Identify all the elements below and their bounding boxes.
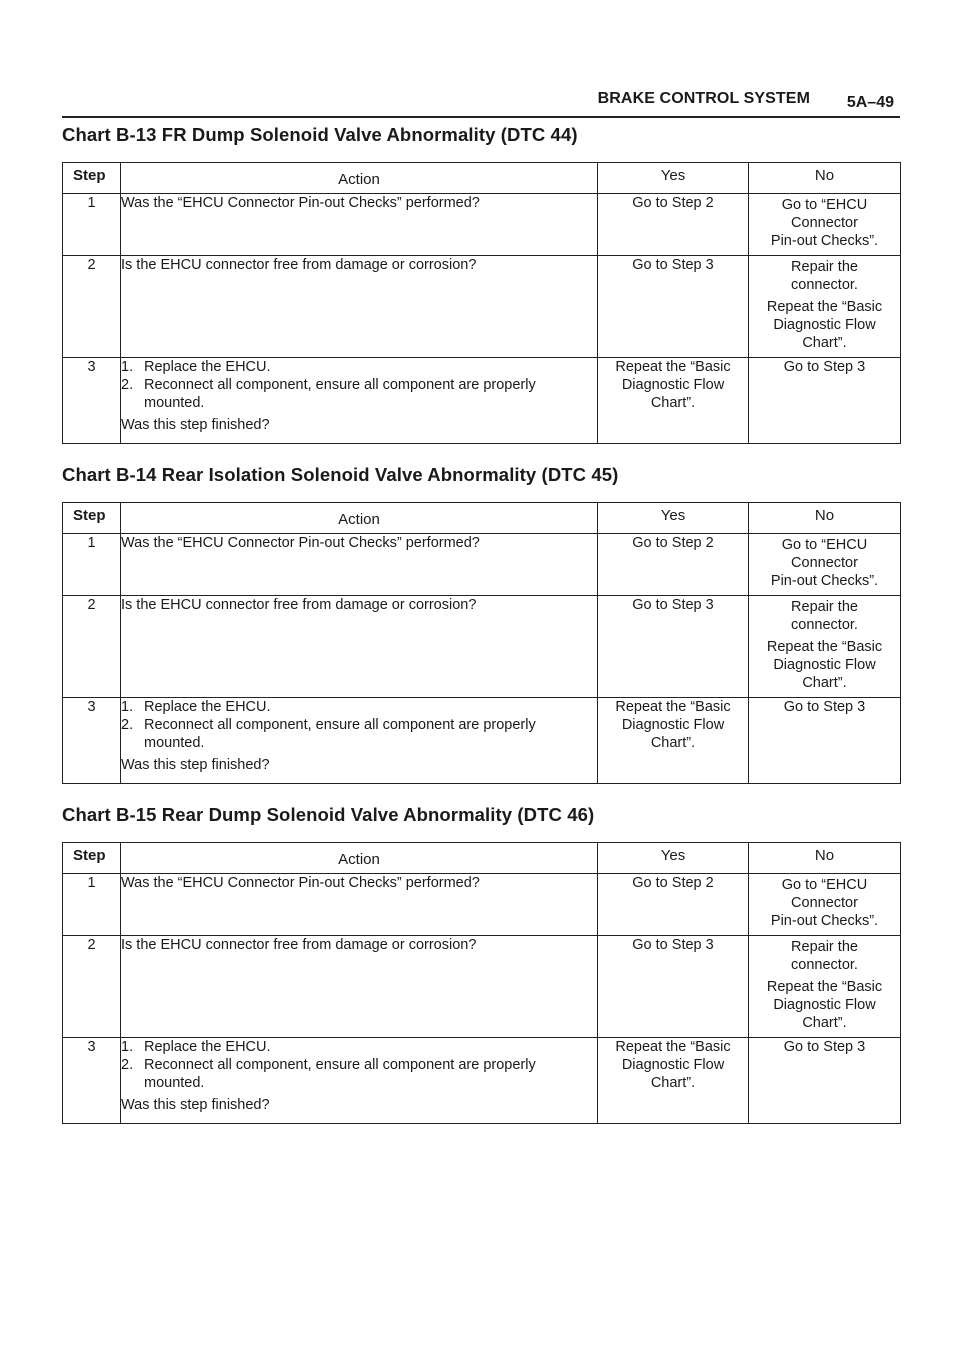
- no-result: Go to Step 3: [749, 698, 901, 784]
- question-text: Was this step finished?: [121, 1097, 270, 1113]
- no-result: Go to Step 3: [749, 1038, 901, 1124]
- action-text: Is the EHCU connector free from damage or corrosion?: [121, 596, 598, 698]
- step-number: 1: [63, 534, 121, 596]
- step-number: 3: [63, 358, 121, 444]
- no-result: Go to Step 3: [749, 358, 901, 444]
- action-text: [121, 698, 598, 784]
- step-number: 3: [63, 1038, 121, 1124]
- step-number: 2: [63, 256, 121, 358]
- action-column-header: Action: [121, 843, 598, 874]
- step-number: 3: [63, 698, 121, 784]
- yes-result: Go to Step 2: [598, 194, 749, 256]
- table-header-row: [63, 503, 901, 534]
- chart-title: Chart B-14 Rear Isolation Solenoid Valve Abnormality (DTC 45): [62, 464, 619, 485]
- step-column-header: Step: [63, 503, 121, 534]
- list-item: 1. Replace the EHCU.: [121, 699, 271, 715]
- yes-result: Go to Step 3: [598, 936, 749, 1038]
- no-column-header: No: [749, 163, 901, 194]
- no-result: Repair the connector. Repeat the “Basic Diagnostic Flow Chart”.: [749, 256, 901, 358]
- yes-result: Go to Step 3: [598, 596, 749, 698]
- action-column-header: Action: [121, 503, 598, 534]
- no-result: Go to “EHCU Connector Pin-out Checks”.: [749, 534, 901, 596]
- diagnostic-table: [62, 502, 901, 784]
- table-row: [63, 936, 901, 1038]
- table-header-row: [63, 163, 901, 194]
- yes-column-header: Yes: [598, 843, 749, 874]
- yes-column-header: Yes: [598, 163, 749, 194]
- table-row: [63, 698, 901, 784]
- step-number: 2: [63, 596, 121, 698]
- yes-result: Repeat the “Basic Diagnostic Flow Chart”.: [598, 358, 749, 444]
- step-number: 2: [63, 936, 121, 1038]
- action-text: [121, 1038, 598, 1124]
- list-item: 2. Reconnect all component, ensure all component are properly mounted.: [121, 377, 536, 411]
- no-result: Go to “EHCU Connector Pin-out Checks”.: [749, 874, 901, 936]
- yes-column-header: Yes: [598, 503, 749, 534]
- action-text: [121, 358, 598, 444]
- no-result: Repair the connector. Repeat the “Basic Diagnostic Flow Chart”.: [749, 936, 901, 1038]
- no-result: Go to “EHCU Connector Pin-out Checks”.: [749, 194, 901, 256]
- diagnostic-table: [62, 842, 901, 1124]
- step-column-header: Step: [63, 163, 121, 194]
- table-row: [63, 358, 901, 444]
- page-number: 5A–49: [846, 94, 894, 111]
- list-item: 1. Replace the EHCU.: [121, 1039, 271, 1055]
- chart-title: Chart B-13 FR Dump Solenoid Valve Abnormality (DTC 44): [62, 124, 578, 145]
- step-number: 1: [63, 194, 121, 256]
- table-header-row: [63, 843, 901, 874]
- question-text: Was this step finished?: [121, 757, 270, 773]
- action-column-header: Action: [121, 163, 598, 194]
- list-item: 2. Reconnect all component, ensure all component are properly mounted.: [121, 717, 536, 751]
- table-row: [63, 1038, 901, 1124]
- step-column-header: Step: [63, 843, 121, 874]
- table-row: [63, 194, 901, 256]
- diagnostic-table: [62, 162, 901, 444]
- yes-result: Repeat the “Basic Diagnostic Flow Chart”.: [598, 698, 749, 784]
- yes-result: Go to Step 2: [598, 534, 749, 596]
- action-text: Is the EHCU connector free from damage or corrosion?: [121, 256, 598, 358]
- action-text: Was the “EHCU Connector Pin-out Checks” performed?: [121, 194, 598, 256]
- table-row: [63, 256, 901, 358]
- action-text: Was the “EHCU Connector Pin-out Checks” performed?: [121, 874, 598, 936]
- page-header: [62, 88, 900, 118]
- list-item: 1. Replace the EHCU.: [121, 359, 271, 375]
- yes-result: Repeat the “Basic Diagnostic Flow Chart”.: [598, 1038, 749, 1124]
- section-title: BRAKE CONTROL SYSTEM: [597, 90, 810, 107]
- action-text: Was the “EHCU Connector Pin-out Checks” performed?: [121, 534, 598, 596]
- chart-title: Chart B-15 Rear Dump Solenoid Valve Abnormality (DTC 46): [62, 804, 595, 825]
- table-row: [63, 874, 901, 936]
- no-result: Repair the connector. Repeat the “Basic Diagnostic Flow Chart”.: [749, 596, 901, 698]
- action-text: Is the EHCU connector free from damage or corrosion?: [121, 936, 598, 1038]
- yes-result: Go to Step 2: [598, 874, 749, 936]
- table-row: [63, 596, 901, 698]
- step-number: 1: [63, 874, 121, 936]
- table-row: [63, 534, 901, 596]
- yes-result: Go to Step 3: [598, 256, 749, 358]
- list-item: 2. Reconnect all component, ensure all component are properly mounted.: [121, 1057, 536, 1091]
- no-column-header: No: [749, 503, 901, 534]
- question-text: Was this step finished?: [121, 417, 270, 433]
- no-column-header: No: [749, 843, 901, 874]
